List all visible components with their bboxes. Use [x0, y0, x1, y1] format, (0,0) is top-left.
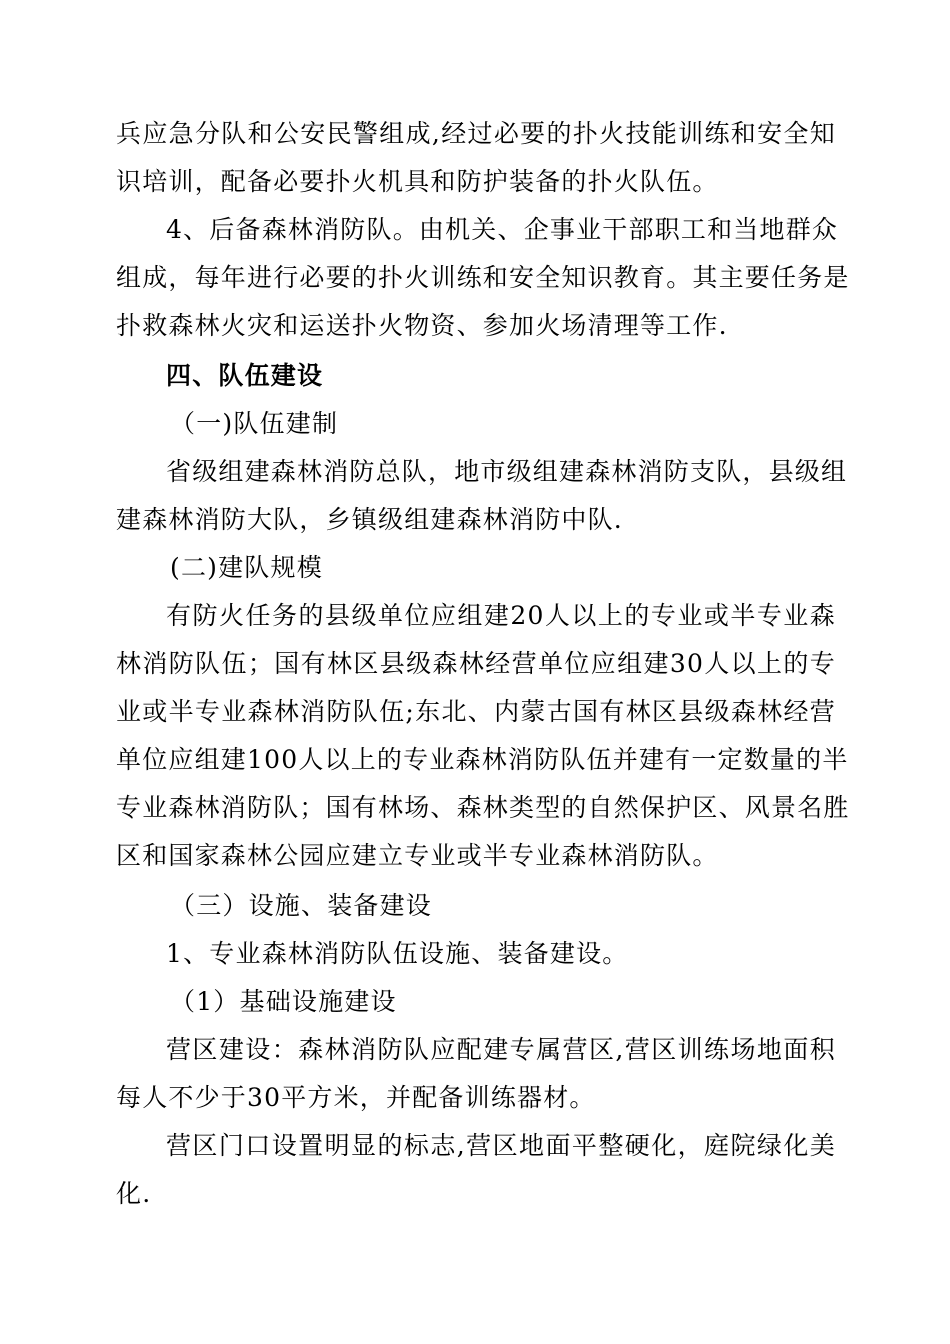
subsection-heading: （三）设施、装备建设 — [170, 891, 433, 920]
body-text-line: 营区建设：森林消防队应配建专属营区,营区训练场地面积 — [166, 1035, 836, 1064]
body-text-line: 有防火任务的县级单位应组建20人以上的专业或半专业森 — [166, 601, 836, 630]
body-text-line: 省级组建森林消防总队，地市级组建森林消防支队，县级组 — [166, 457, 848, 486]
body-text-line: 识培训，配备必要扑火机具和防护装备的扑火队伍。 — [116, 167, 719, 196]
body-text-line: 业或半专业森林消防队伍;东北、内蒙古国有林区县级森林经营 — [116, 697, 836, 726]
body-text-line: 区和国家森林公园应建立专业或半专业森林消防队。 — [116, 841, 719, 870]
list-item-text: 4、后备森林消防队。由机关、企事业干部职工和当地群众 — [166, 215, 839, 244]
body-text-line: 每人不少于30平方米，并配备训练器材。 — [116, 1083, 596, 1112]
body-text-line: 化. — [116, 1179, 152, 1208]
body-text-line: 林消防队伍；国有林区县级森林经营单位应组建30人以上的专 — [116, 649, 836, 678]
body-text-line: 专业森林消防队；国有林场、森林类型的自然保护区、风景名胜 — [116, 793, 850, 822]
body-text-line: 建森林消防大队，乡镇级组建森林消防中队. — [116, 505, 623, 534]
body-text-line: 扑救森林火灾和运送扑火物资、参加火场清理等工作. — [116, 311, 728, 340]
section-heading: 四、队伍建设 — [166, 361, 324, 390]
body-text-line: 兵应急分队和公安民警组成,经过必要的扑火技能训练和安全知 — [116, 119, 836, 148]
body-text-line: 单位应组建100人以上的专业森林消防队伍并建有一定数量的半 — [116, 745, 849, 774]
subsection-heading: （一)队伍建制 — [170, 409, 339, 438]
subsection-heading: （1）基础设施建设 — [170, 987, 397, 1016]
body-text-line: 营区门口设置明显的标志,营区地面平整硬化，庭院绿化美 — [166, 1131, 836, 1160]
body-text-line: 组成，每年进行必要的扑火训练和安全知识教育。其主要任务是 — [116, 263, 850, 292]
list-item-text: 1、专业森林消防队伍设施、装备建设。 — [166, 939, 629, 968]
subsection-heading: (二)建队规模 — [170, 553, 323, 582]
